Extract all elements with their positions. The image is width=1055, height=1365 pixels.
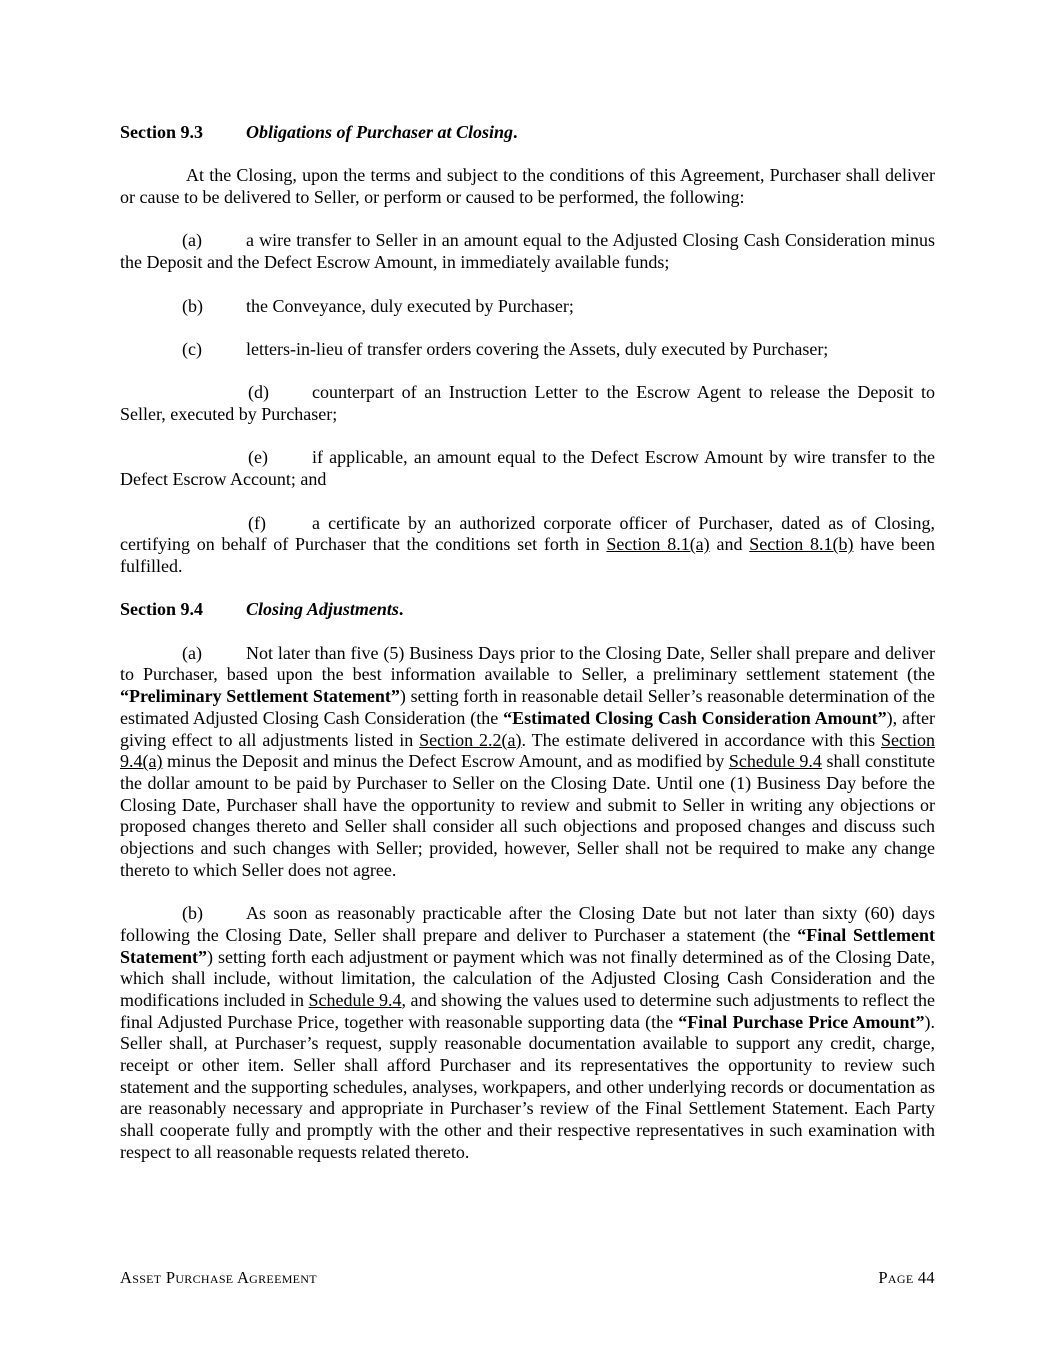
section-9-3-number: Section 9.3 [120,122,203,142]
list-item-d [120,382,935,425]
page-content [120,122,935,1185]
section-9-4-heading [120,599,935,621]
para-b-text-1: As soon as reasonably practicable after the Closing Date but not later than sixty (60) days following the Closing Date, Seller shall prepare and deliver to Purchaser a statement (the [120,903,935,945]
section-ref-8-1-b: Section 8.1(b) [749,534,854,555]
section-ref-2-2-a: Section 2.2(a) [419,729,522,750]
para-b-text-2: ) setting forth each adjustment or payment which was not finally determined as of the Closing Date, which shall include, without limitation, the calculation of the Adjusted Closing Cash Consideration and the modifications included in [120,946,935,1010]
defined-term-final-settlement-statement: “Final Settlement Statement” [120,924,935,967]
list-item-f [120,513,935,578]
item-b-marker: (b) [182,295,203,316]
item-c-marker: (c) [182,338,202,359]
item-a-marker: (a) [182,230,202,251]
section-9-4-period: . [398,599,404,620]
section-ref-9-4-a: Section 9.4(a) [120,729,935,772]
item-c-text: letters-in-lieu of transfer orders covering the Assets, duly executed by Purchaser; [246,338,829,359]
para-a-marker: (a) [182,642,202,663]
list-item-a [120,230,935,273]
defined-term-preliminary-settlement-statement: “Preliminary Settlement Statement” [120,686,400,707]
item-a-text: a wire transfer to Seller in an amount equal to the Adjusted Closing Cash Consideration minus the Deposit and the Defect Escrow Amount, in immediately available funds; [120,230,935,273]
paragraph-9-4-b [120,903,935,1163]
section-9-4-number: Section 9.4 [120,599,203,620]
item-f-text-3: have been fulfilled. [120,534,935,576]
footer-doc-title: Asset Purchase Agreement [120,1268,317,1287]
item-f-text-2: and [709,534,750,555]
para-b-marker: (b) [182,903,203,924]
schedule-ref-9-4-second: Schedule 9.4 [308,989,402,1010]
section-9-3-period: . [513,122,518,142]
item-d-text: counterpart of an Instruction Letter to the Escrow Agent to release the Deposit to Seller, executed by Purchaser; [120,382,935,425]
schedule-ref-9-4: Schedule 9.4 [728,751,822,772]
para-b-text-3: , and showing the values used to determine such adjustments to reflect the final Adjusted Purchase Price, together with reasonable supporting data (the [120,989,935,1032]
item-f-text-1: a certificate by an authorized corporate officer of Purchaser, dated as of Closing, certifying on behalf of Purchaser that the conditions set forth in [120,512,935,555]
para-a-text-1: Not later than five (5) Business Days prior to the Closing Date, Seller shall prepare and deliver to Purchaser, based upon the best information available to Seller, a preliminary settlement statement (the [120,642,935,685]
section-9-3-heading [120,122,935,144]
paragraph-9-4-a [120,643,935,882]
item-e-marker: (e) [248,447,268,468]
section-ref-8-1-a: Section 8.1(a) [606,534,710,555]
item-f-marker: (f) [248,512,266,533]
section-9-4-title: Closing Adjustments [246,599,399,620]
list-item-b [120,296,935,318]
footer-page-number: Page 44 [878,1268,935,1287]
section-9-3-intro: At the Closing, upon the terms and subject to the conditions of this Agreement, Purchaser shall deliver or cause to be delivered to Seller, or perform or caused to be performed, the following: [120,165,935,208]
para-a-text-3: ), after giving effect to all adjustments listed in [120,707,935,750]
list-item-e [120,447,935,490]
para-a-text-2: ) setting forth in reasonable detail Seller’s reasonable determination of the estimated Adjusted Closing Cash Consideration (the [120,686,935,728]
para-a-text-5: minus the Deposit and minus the Defect Escrow Amount, and as modified by [162,751,729,772]
page-footer [120,1267,935,1288]
para-a-text-6: shall constitute the dollar amount to be paid by Purchaser to Seller on the Closing Date. Until one (1) Business Day before the Closing Date, Purchaser shall have the opportunity to review and submit to Seller in writing any objections or proposed changes thereto and Seller shall consider all such objections and proposed changes and discuss such objections and such changes with Seller; provided, however, Seller shall not be required to make any change thereto to which Seller does not agree. [120,751,935,880]
defined-term-final-purchase-price-amount: “Final Purchase Price Amount” [678,1011,925,1032]
item-d-marker: (d) [248,382,269,403]
list-item-c [120,339,935,361]
para-a-text-4: . The estimate delivered in accordance with this [521,729,881,750]
item-b-text: the Conveyance, duly executed by Purchaser; [246,295,574,316]
defined-term-estimated-closing-cash-consideration-amount: “Estimated Closing Cash Consideration Amount” [503,707,887,728]
section-9-3-title: Obligations of Purchaser at Closing [246,122,514,142]
para-b-text-4: ). Seller shall, at Purchaser’s request, supply reasonable documentation available to support any credit, charge, receipt or other item. Seller shall afford Purchaser and its representatives the opportunity to review such statement and the supporting schedules, analyses, workpapers, and other underlying records or documentation as are reasonably necessary and appropriate in Purchaser’s review of the Final Settlement Statement. Each Party shall cooperate fully and promptly with the other and their respective representatives in such examination with respect to all reasonable requests related thereto. [120,1011,935,1162]
item-e-text: if applicable, an amount equal to the Defect Escrow Amount by wire transfer to the Defect Escrow Account; and [120,447,935,490]
